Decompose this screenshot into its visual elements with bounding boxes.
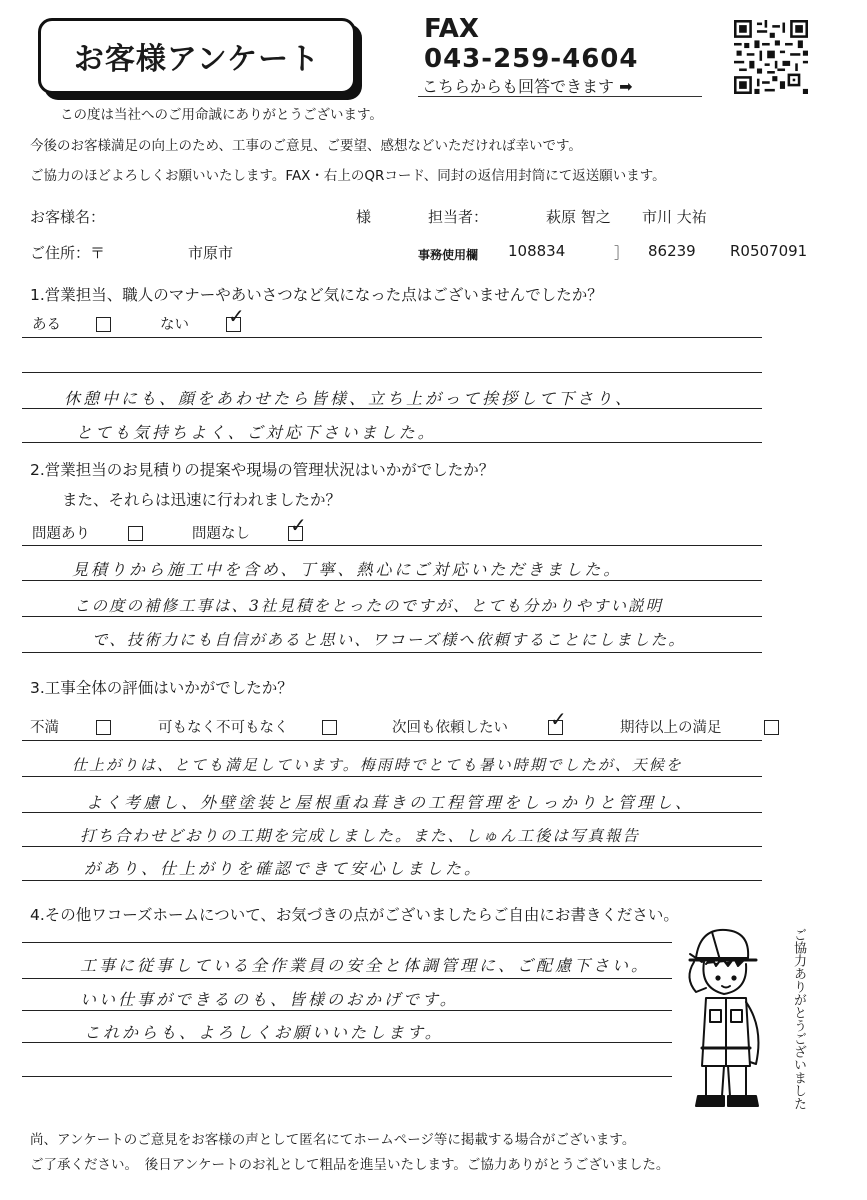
survey-title: お客様アンケート <box>38 18 356 94</box>
rep-name-1: 萩原 智之 <box>546 208 611 226</box>
honorific-sama: 様 <box>356 208 372 226</box>
q3-option-1-checkbox[interactable] <box>96 720 111 735</box>
intro-line-2: 今後のお客様満足の向上のため、工事のご意見、ご要望、感想などいただければ幸いです。 <box>30 138 582 154</box>
q3-answer-line-4: があり、仕上がりを確認できて安心しました。 <box>84 859 484 878</box>
q3-answer-line-3: 打ち合わせどおりの工期を完成しました。また、しゅん工後は写真報告 <box>80 827 641 845</box>
q2-option-noproblem-label: 問題なし <box>192 526 250 542</box>
q3-question: 3.工事全体の評価はいかがでしたか？ <box>30 679 293 697</box>
fax-label: FAX <box>424 14 479 44</box>
answer-rule <box>22 1010 672 1011</box>
fax-underline <box>418 96 702 97</box>
q1-option-yes-label: ある <box>32 317 61 333</box>
office-code-1: 108834 <box>508 242 566 260</box>
q3-option-3-label: 次回も依頼したい <box>392 720 508 736</box>
q3-answer-line-1: 仕上がりは、とても満足しています。梅雨時でとても暑い時期でしたが、天候を <box>72 756 683 774</box>
answer-rule <box>22 1076 672 1077</box>
footer-line-2: ご了承ください。 後日アンケートのお礼として粗品を進呈いたします。ご協力ありがとうございました。 <box>30 1157 670 1173</box>
saluting-worker-illustration <box>676 918 782 1118</box>
q2-answer-line-3: で、技術力にも自信があると思い、ワコーズ様へ依頼することにしました。 <box>92 631 686 649</box>
q3-option-2-checkbox[interactable] <box>322 720 337 735</box>
customer-name-label: お客様名： <box>30 208 106 226</box>
q1-answer-line-2: とても気持ちよく、ご対応下さいました。 <box>76 423 437 442</box>
q4-question: 4.その他ワコーズホームについて、お気づきの点がございましたらご自由にお書きください。 <box>30 906 679 924</box>
address-label: ご住所：〒 <box>30 244 106 262</box>
answer-rule <box>22 337 762 338</box>
answer-rule <box>22 372 762 373</box>
qr-code-icon[interactable] <box>734 20 808 94</box>
q2-answer-line-2: この度の補修工事は、3社見積をとったのですが、とても分かりやすい説明 <box>74 597 664 615</box>
answer-rule <box>22 740 762 741</box>
answer-rule <box>22 776 762 777</box>
answer-rule <box>22 978 672 979</box>
q3-option-4-label: 期待以上の満足 <box>620 720 722 736</box>
q2-question-2: また、それらは迅速に行われましたか？ <box>62 491 342 509</box>
address-city: 市原市 <box>188 244 234 262</box>
q4-answer-line-2: いい仕事ができるのも、皆様のおかげです。 <box>80 990 459 1009</box>
intro-line-3: ご協力のほどよろしくお願いいたします。FAX・右上のQRコード、同封の返信用封筒にて返送願います。 <box>30 168 666 184</box>
answer-rule <box>22 545 762 546</box>
q1-option-yes-checkbox[interactable] <box>96 317 111 332</box>
answer-rule <box>22 942 672 943</box>
q1-question: 1.営業担当、職人のマナーやあいさつなど気になった点はございませんでしたか？ <box>30 286 603 304</box>
office-bracket: ］ <box>614 244 630 262</box>
answer-rule <box>22 652 762 653</box>
q2-option-problem-checkbox[interactable] <box>128 526 143 541</box>
fax-note: こちらからも回答できます ➡ <box>422 77 633 96</box>
office-code-3: R0507091 <box>730 242 808 260</box>
q1-check-mark-icon: ✓ <box>228 304 245 328</box>
q3-check-mark-icon: ✓ <box>550 707 567 731</box>
q4-answer-line-3: これからも、よろしくお願いいたします。 <box>84 1023 444 1042</box>
q3-answer-line-2: よく考慮し、外壁塗装と屋根重ね葺きの工程管理をしっかりと管理し、 <box>86 793 695 812</box>
answer-rule <box>22 880 762 881</box>
office-code-2: 86239 <box>648 242 696 260</box>
thanks-vertical-text: ご協力ありがとうございました <box>791 928 806 1110</box>
q4-answer-line-1: 工事に従事している全作業員の安全と体調管理に、ご配慮下さい。 <box>80 956 651 975</box>
answer-rule <box>22 580 762 581</box>
q2-question-1: 2.営業担当のお見積りの提案や現場の管理状況はいかがでしたか？ <box>30 461 495 479</box>
q2-answer-line-1: 見積りから施工中を含め、丁寧、熱心にご対応いただきました。 <box>72 560 623 579</box>
q1-option-no-label: ない <box>160 317 189 333</box>
q2-check-mark-icon: ✓ <box>290 513 307 537</box>
rep-label: 担当者： <box>428 208 489 226</box>
q3-option-4-checkbox[interactable] <box>764 720 779 735</box>
q3-option-2-label: 可もなく不可もなく <box>158 720 289 736</box>
rep-name-2: 市川 大祐 <box>642 208 707 226</box>
intro-line-1: この度は当社へのご用命誠にありがとうございます。 <box>60 107 383 123</box>
footer-line-1: 尚、アンケートのご意見をお客様の声として匿名にてホームページ等に掲載する場合がございます。 <box>30 1132 636 1148</box>
q2-option-problem-label: 問題あり <box>32 526 90 542</box>
answer-rule <box>22 616 762 617</box>
q3-option-1-label: 不満 <box>30 720 59 736</box>
q1-answer-line-1: 休憩中にも、顔をあわせたら皆様、立ち上がって挨拶して下さり、 <box>64 389 635 408</box>
fax-number: 043-259-4604 <box>424 44 639 74</box>
office-use-label: 事務使用欄 <box>418 248 479 262</box>
answer-rule <box>22 846 762 847</box>
